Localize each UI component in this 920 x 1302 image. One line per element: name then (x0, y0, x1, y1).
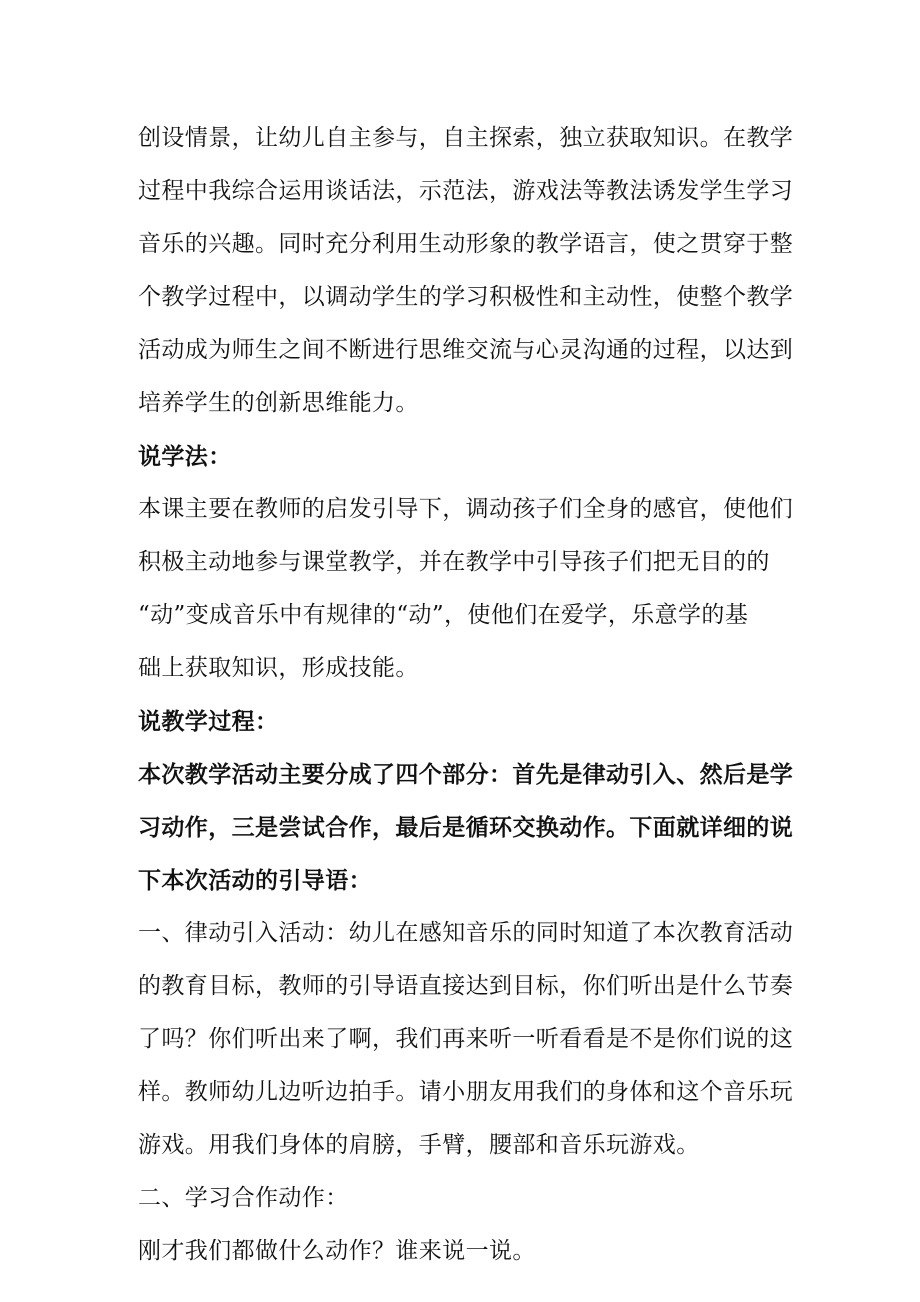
paragraph-line: 创设情景，让幼儿自主参与，自主探索，独立获取知识。在教学 (138, 125, 794, 151)
paragraph-line: 刚才我们都做什么动作？谁来说一说。 (138, 1238, 536, 1264)
paragraph-line: 培养学生的创新思维能力。 (138, 390, 419, 416)
paragraph-line: 游戏。用我们身体的肩膀，手臂，腰部和音乐玩游戏。 (138, 1132, 700, 1158)
paragraph-line: 过程中我综合运用谈话法，示范法，游戏法等教法诱发学生学习 (138, 178, 794, 204)
paragraph-line: 活动成为师生之间不断进行思维交流与心灵沟通的过程，以达到 (138, 337, 794, 363)
bold-paragraph-line: 本次教学活动主要分成了四个部分：首先是律动引入、然后是学 (138, 761, 794, 788)
paragraph-line: 础上获取知识，形成技能。 (138, 655, 419, 681)
paragraph-line: 积极主动地参与课堂教学，并在教学中引导孩子们把无目的的 (138, 549, 770, 575)
paragraph-line: “动”变成音乐中有规律的“动”，使他们在爱学，乐意学的基 (138, 602, 749, 628)
section-subheading: 二、学习合作动作： (138, 1185, 349, 1211)
section-heading-learning-method: 说学法： (138, 443, 232, 470)
document-page (138, 112, 794, 1278)
paragraph-line: 的教育目标，教师的引导语直接达到目标，你们听出是什么节奏 (138, 973, 794, 999)
paragraph-line: 了吗？你们听出来了啊，我们再来听一听看看是不是你们说的这 (138, 1026, 794, 1052)
section-heading-teaching-process: 说教学过程： (138, 708, 279, 735)
bold-paragraph-line: 习动作，三是尝试合作，最后是循环交换动作。下面就详细的说 (138, 814, 794, 841)
bold-paragraph-line: 下本次活动的引导语： (138, 867, 372, 894)
paragraph-line: 本课主要在教师的启发引导下，调动孩子们全身的感官，使他们 (138, 496, 794, 522)
paragraph-line: 个教学过程中，以调动学生的学习积极性和主动性，使整个教学 (138, 284, 794, 310)
paragraph-line: 音乐的兴趣。同时充分利用生动形象的教学语言，使之贯穿于整 (138, 231, 794, 257)
paragraph-line: 一、律动引入活动：幼儿在感知音乐的同时知道了本次教育活动 (138, 920, 794, 946)
paragraph-line: 样。教师幼儿边听边拍手。请小朋友用我们的身体和这个音乐玩 (138, 1079, 794, 1105)
